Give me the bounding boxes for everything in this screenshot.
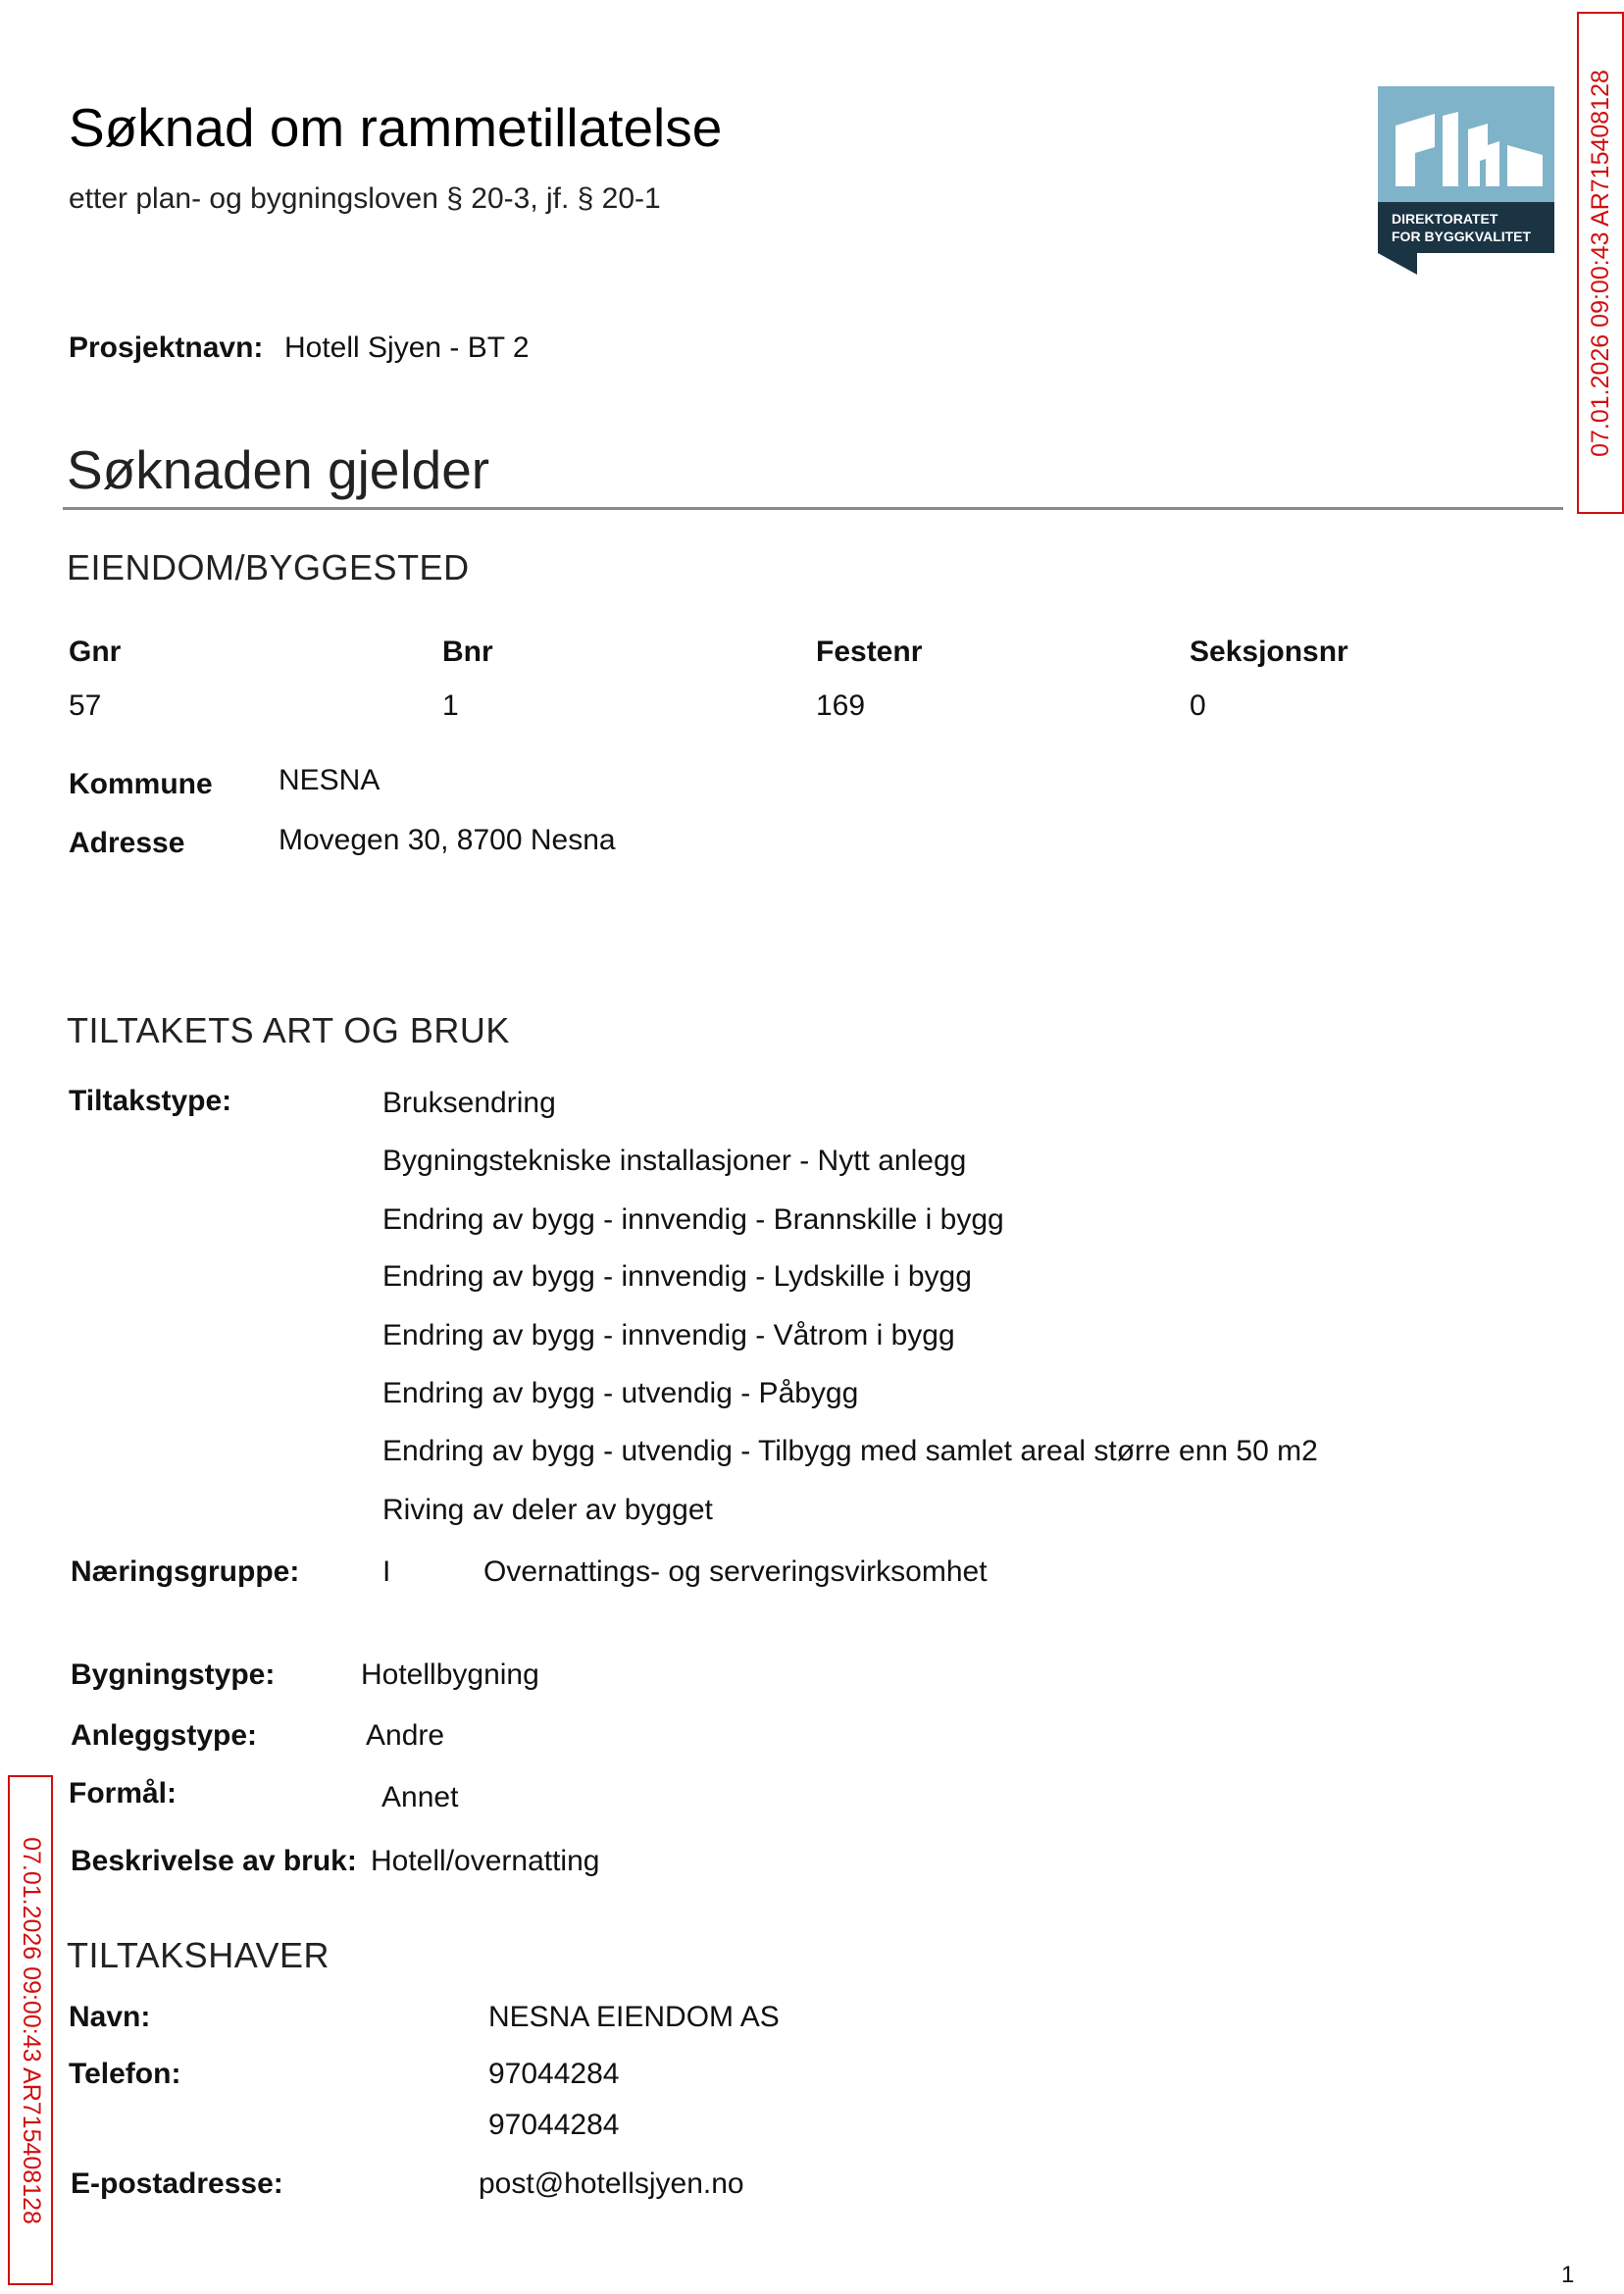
timestamp-stamp-left [8,1775,53,2285]
beskrivelse-value: Hotell/overnatting [371,1845,600,1877]
beskrivelse-label: Beskrivelse av bruk: [71,1845,357,1877]
section-divider [63,507,1563,510]
tiltakstype-item: Endring av bygg - utvendig - Tilbygg med samlet areal større enn 50 m2 [382,1435,1318,1467]
tiltakstype-label: Tiltakstype: [69,1085,232,1117]
logo-text-2: FOR BYGGKVALITET [1392,229,1532,244]
section-title: Søknaden gjelder [67,439,490,500]
formal-value: Annet [381,1781,459,1813]
page-title: Søknad om rammetillatelse [69,97,723,158]
telefon-value: 97044284 [488,2109,620,2141]
logo-text-1: DIREKTORATET [1392,211,1498,227]
navn-value: NESNA EIENDOM AS [488,2001,780,2033]
telefon-label: Telefon: [69,2058,181,2090]
gnr-label: Gnr [69,636,122,668]
epost-value: post@hotellsjyen.no [479,2167,744,2200]
naeringsgruppe-label: Næringsgruppe: [71,1555,300,1588]
bnr-label: Bnr [442,636,493,668]
tiltakstype-item: Endring av bygg - innvendig - Lydskille i bygg [382,1260,972,1293]
seksjonsnr-label: Seksjonsnr [1190,636,1348,668]
kommune-label: Kommune [69,768,213,800]
tiltakstype-item: Riving av deler av bygget [382,1494,713,1526]
formal-label: Formål: [69,1777,178,1810]
timestamp-stamp-top [1577,12,1624,514]
bnr-value: 1 [442,689,459,722]
festenr-label: Festenr [816,636,923,668]
bygningstype-label: Bygningstype: [71,1658,276,1691]
gnr-value: 57 [69,689,102,722]
eiendom-heading: EIENDOM/BYGGESTED [67,547,470,587]
tiltak-heading: TILTAKETS ART OG BRUK [67,1010,510,1050]
project-value: Hotell Sjyen - BT 2 [284,331,530,364]
page-subtitle: etter plan- og bygningsloven § 20-3, jf. § 20-1 [69,182,661,215]
kommune-value: NESNA [279,764,381,796]
tiltakstype-item: Bruksendring [382,1087,556,1119]
naeringsgruppe-code: I [382,1555,391,1588]
dibk-logo-icon [1378,86,1554,278]
anleggstype-value: Andre [366,1719,445,1752]
tiltakstype-item: Endring av bygg - innvendig - Brannskille i bygg [382,1203,1004,1236]
epost-label: E-postadresse: [71,2167,283,2200]
seksjonsnr-value: 0 [1190,689,1206,722]
naeringsgruppe-value: Overnattings- og serveringsvirksomhet [483,1555,988,1588]
anleggstype-label: Anleggstype: [71,1719,258,1752]
adresse-value: Movegen 30, 8700 Nesna [279,824,616,856]
festenr-value: 169 [816,689,866,722]
tiltakstype-item: Bygningstekniske installasjoner - Nytt anlegg [382,1145,967,1177]
adresse-label: Adresse [69,827,185,859]
tiltakstype-item: Endring av bygg - innvendig - Våtrom i bygg [382,1319,955,1351]
tiltakshaver-heading: TILTAKSHAVER [67,1935,330,1975]
navn-label: Navn: [69,2001,151,2033]
bygningstype-value: Hotellbygning [361,1658,539,1691]
telefon-value: 97044284 [488,2058,620,2090]
stamp-text: 07.01.2026 09:00:43 AR715408128 [17,1836,45,2224]
stamp-text: 07.01.2026 09:00:43 AR715408128 [1586,69,1614,457]
page-number: 1 [1561,2262,1575,2288]
dibk-logo [1378,86,1554,278]
tiltakstype-item: Endring av bygg - utvendig - Påbygg [382,1377,859,1409]
project-label: Prosjektnavn: [69,331,264,364]
